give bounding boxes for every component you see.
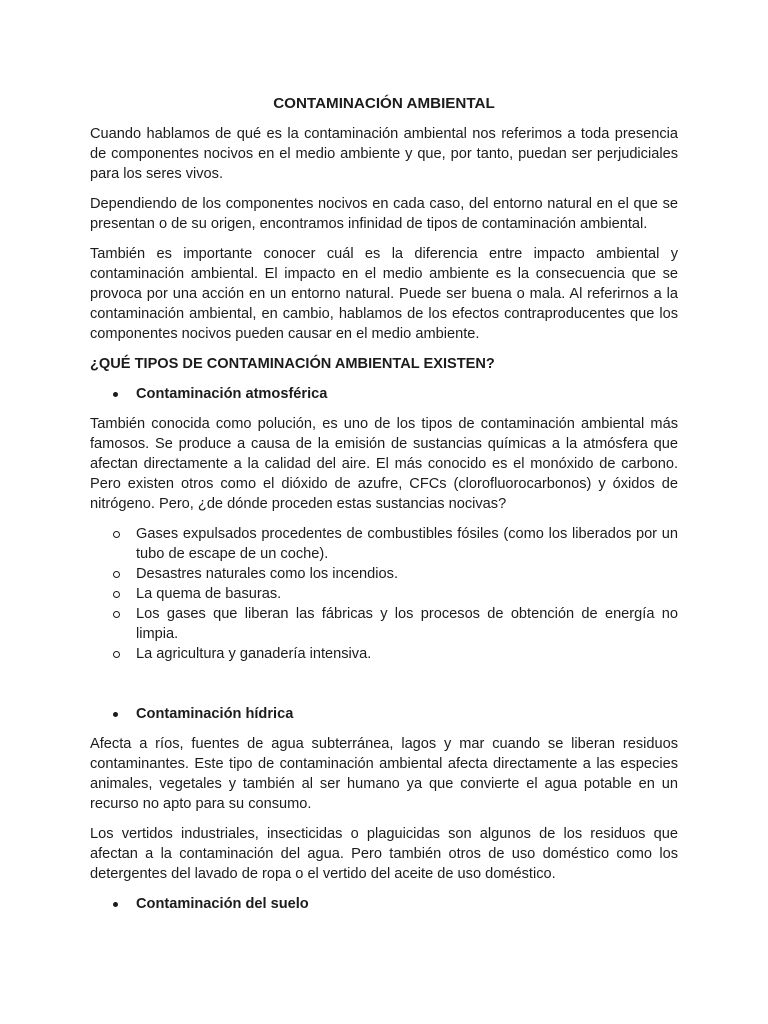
circle-bullet-icon xyxy=(113,571,120,578)
source-item-text: La quema de basuras. xyxy=(136,586,282,602)
bullet-heading-hidrica xyxy=(90,704,678,724)
source-item-text: La agricultura y ganadería intensiva. xyxy=(136,646,372,662)
source-item-text: Gases expulsados procedentes de combustibles fósiles (como los liberados por un tubo de escape de un coche). xyxy=(136,526,678,562)
bullet-list-suelo xyxy=(90,894,678,914)
sources-list xyxy=(90,524,678,664)
suelo-heading: Contaminación del suelo xyxy=(136,896,309,912)
hidrica-paragraph-2: Los vertidos industriales, insecticidas o plaguicidas son algunos de los residuos que afectan a la contaminación del agua. Pero también otros de uso doméstico como los detergentes del lavado de ropa o el vertido del aceite de uso doméstico. xyxy=(90,826,678,882)
intro-paragraph-1: Cuando hablamos de qué es la contaminación ambiental nos referimos a toda presencia de componentes nocivos en el medio ambiente y que, por tanto, puedan ser perjudiciales para los seres vivos. xyxy=(90,126,678,182)
bullet-list-hidrica xyxy=(90,704,678,724)
hidrica-heading: Contaminación hídrica xyxy=(136,706,294,722)
bullet-dot-icon xyxy=(113,392,118,397)
source-item-text: Los gases que liberan las fábricas y los procesos de obtención de energía no limpia. xyxy=(136,606,678,642)
intro-paragraph-3: También es importante conocer cuál es la diferencia entre impacto ambiental y contaminación ambiental. El impacto en el medio ambiente es la consecuencia que se provoca por una acción en un entorno natural. Puede ser buena o mala. Al referirnos a la contaminación ambiental, en cambio, hablamos de los efectos contraproducentes que los componentes nocivos pueden causar en el medio ambiente. xyxy=(90,246,678,342)
bullet-dot-icon xyxy=(113,902,118,907)
list-item xyxy=(90,524,678,564)
bullet-heading-suelo xyxy=(90,894,678,914)
section-spacer xyxy=(90,674,678,704)
bullet-heading-atmosferica xyxy=(90,384,678,404)
atmosferica-paragraph: También conocida como polución, es uno de los tipos de contaminación ambiental más famosos. Se produce a causa de la emisión de sustancias químicas a la atmósfera que afectan directamente a la calidad del aire. El más conocido es el monóxido de carbono. Pero existen otros como el dióxido de azufre, CFCs (clorofluorocarbonos) y óxidos de nitrógeno. Pero, ¿de dónde proceden estas sustancias nocivas? xyxy=(90,416,678,512)
intro-paragraph-2: Dependiendo de los componentes nocivos en cada caso, del entorno natural en el que se presentan o de su origen, encontramos infinidad de tipos de contaminación ambiental. xyxy=(90,196,678,232)
section-heading-types: ¿QUÉ TIPOS DE CONTAMINACIÓN AMBIENTAL EXISTEN? xyxy=(90,356,495,372)
atmosferica-heading: Contaminación atmosférica xyxy=(136,386,328,402)
circle-bullet-icon xyxy=(113,531,120,538)
list-item xyxy=(90,564,678,584)
document-title: CONTAMINACIÓN AMBIENTAL xyxy=(273,95,495,112)
bullet-list-atmosferica xyxy=(90,384,678,404)
list-item xyxy=(90,644,678,664)
source-item-text: Desastres naturales como los incendios. xyxy=(136,566,399,582)
circle-bullet-icon xyxy=(113,611,120,618)
list-item xyxy=(90,604,678,644)
circle-bullet-icon xyxy=(113,651,120,658)
circle-bullet-icon xyxy=(113,591,120,598)
hidrica-paragraph-1: Afecta a ríos, fuentes de agua subterránea, lagos y mar cuando se liberan residuos contaminantes. Este tipo de contaminación ambiental afecta directamente a las especies animales, vegetales y también al ser humano ya que convierte el agua potable en un recurso no apto para su consumo. xyxy=(90,736,678,812)
list-item xyxy=(90,584,678,604)
bullet-dot-icon xyxy=(113,712,118,717)
